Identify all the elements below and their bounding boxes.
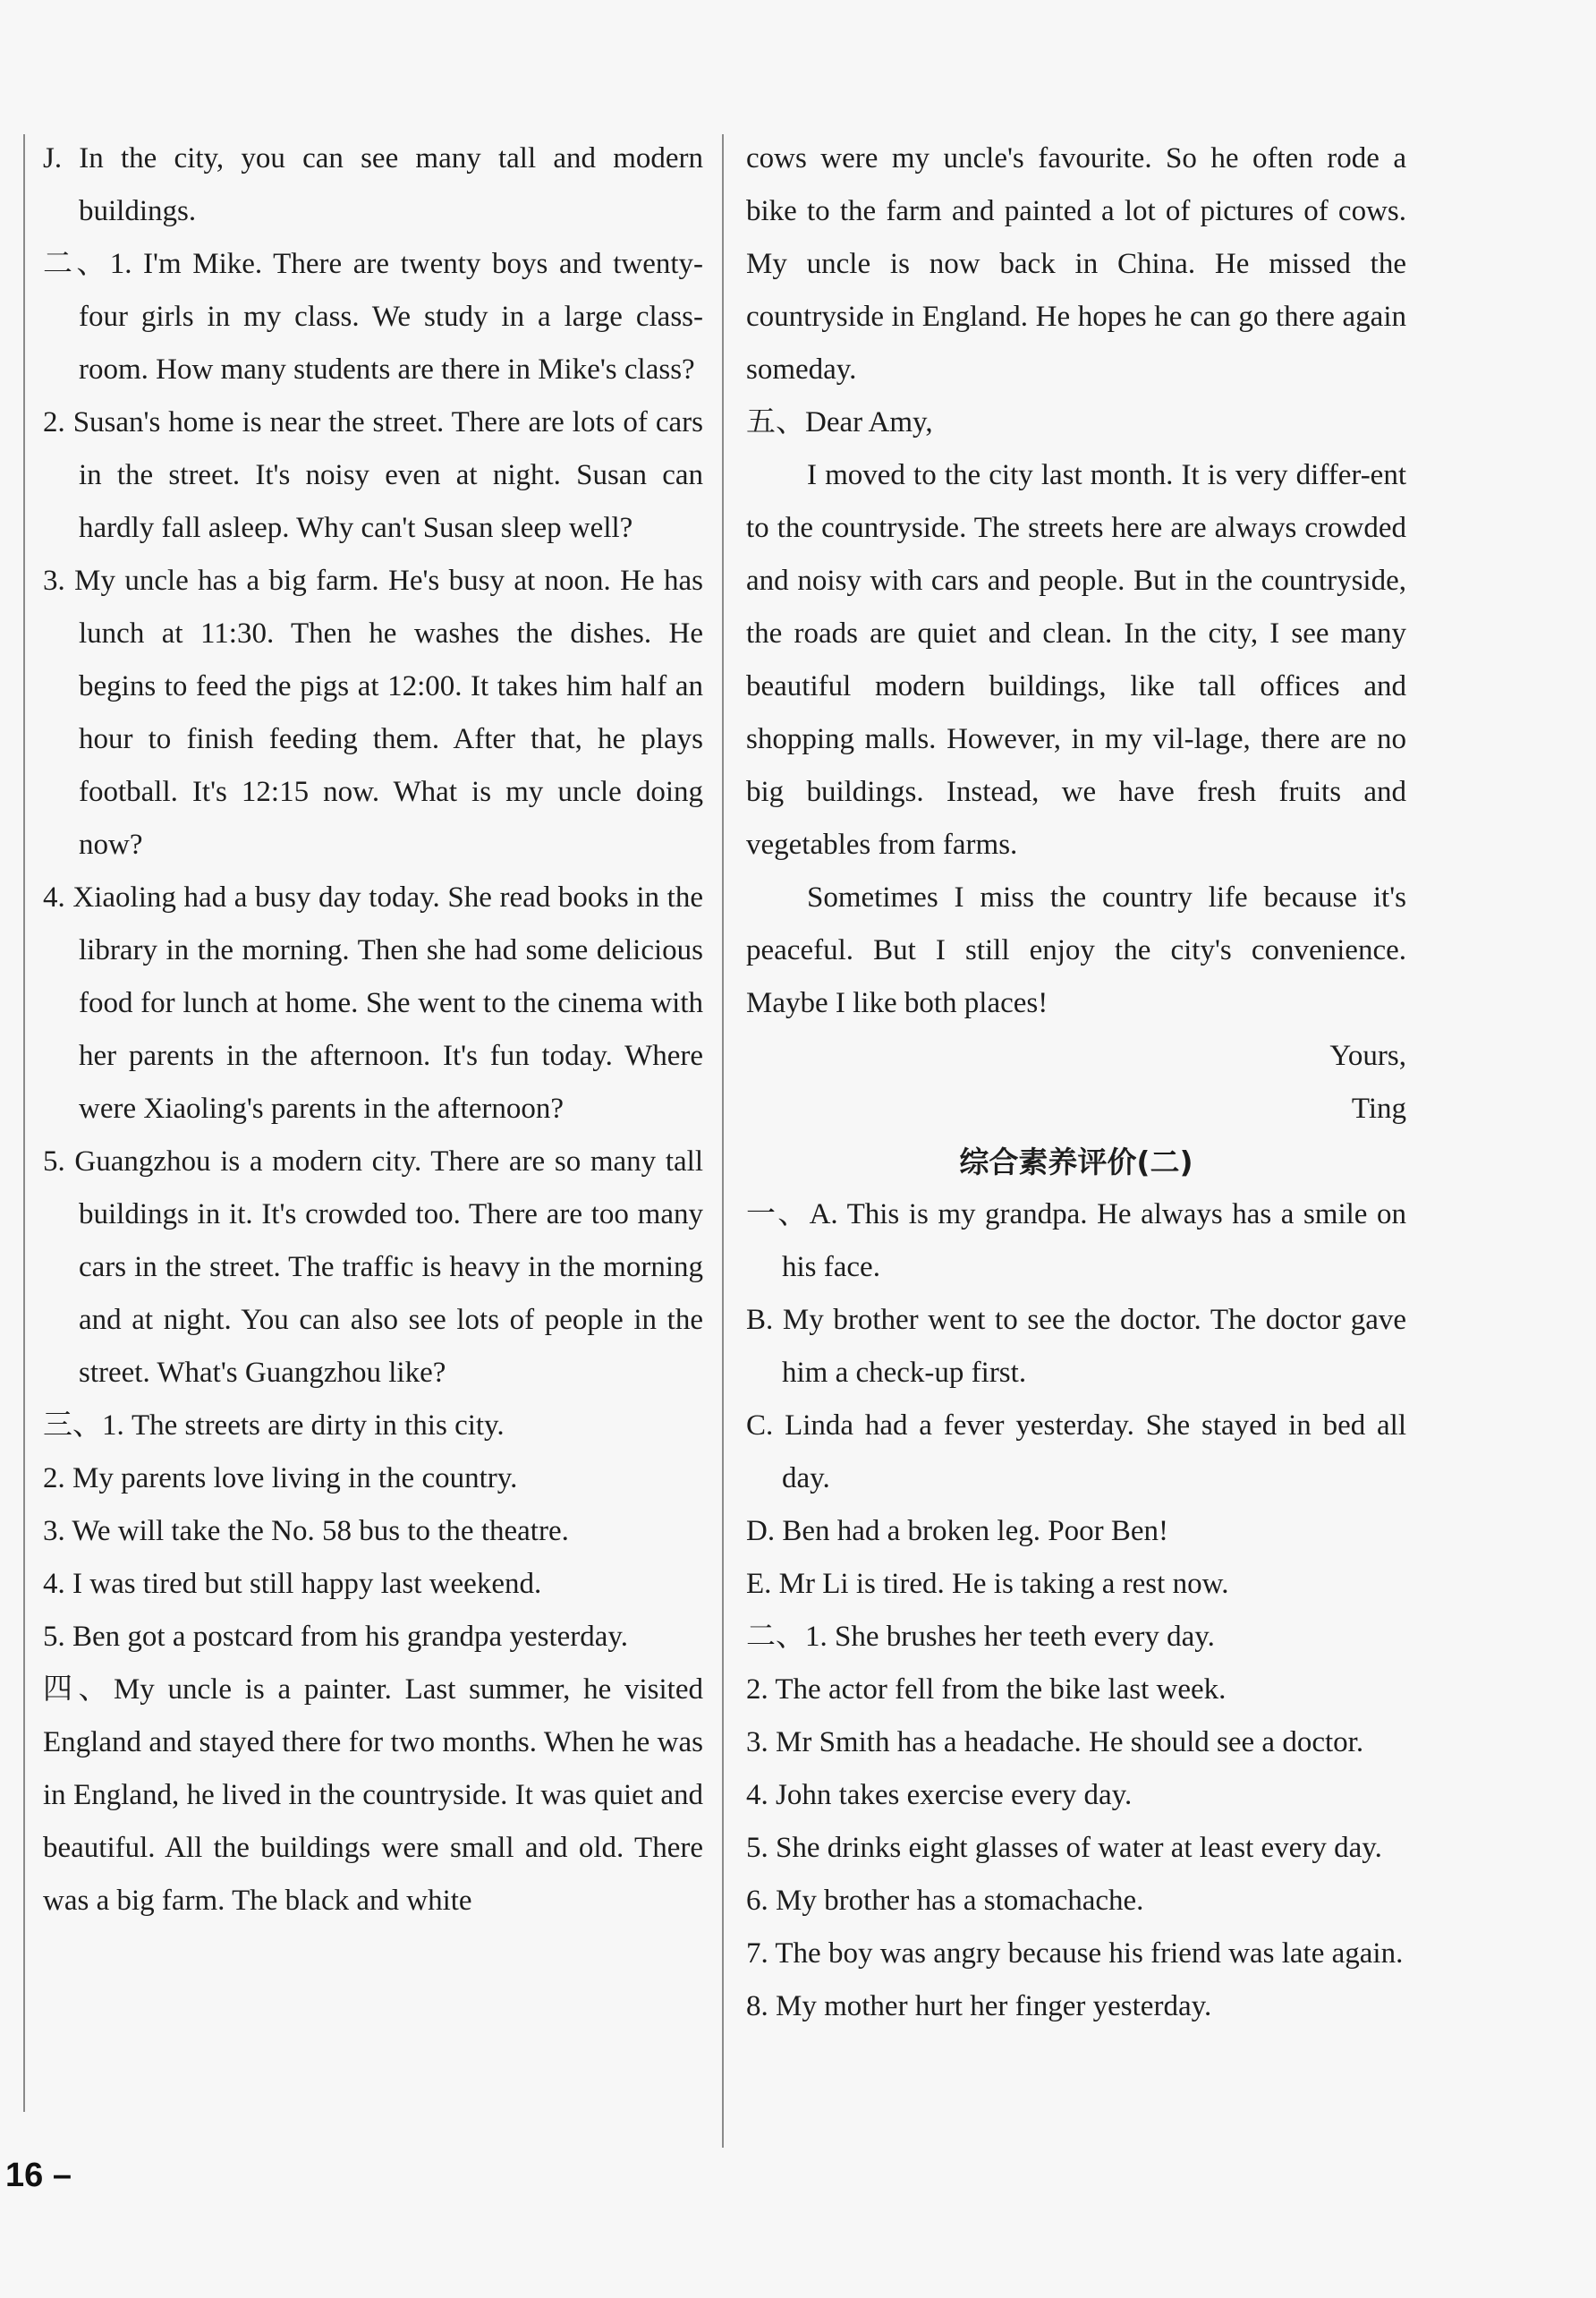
letter-closing: Yours, — [1329, 1040, 1406, 1072]
answer-item: B. My brother went to see the doctor. The doctor gave him a check-up first. — [746, 1304, 1406, 1389]
answer-item: J. In the city, you can see many tall and modern buildings. — [43, 142, 703, 227]
answer-item: 二、1. She brushes her teeth every day. — [746, 1621, 1215, 1653]
answer-item: C. Linda had a fever yesterday. She stayed in bed all day. — [746, 1409, 1406, 1494]
left-column — [43, 132, 703, 1928]
answer-item: 二、1. I'm Mike. There are twenty boys and twenty-four girls in my class. We study in a large class-room. How many students are there in Mike's class? — [43, 248, 703, 386]
answer-item: 5. She drinks eight glasses of water at least every day. — [746, 1832, 1382, 1864]
answer-item: 6. My brother has a stomachache. — [746, 1885, 1144, 1917]
right-column — [746, 132, 1406, 2033]
letter-paragraph: Sometimes I miss the country life because it's peaceful. But I still enjoy the city's convenience. Maybe I like both places! — [746, 881, 1406, 1019]
letter-greeting: 五、Dear Amy, — [746, 406, 933, 438]
left-margin-rule — [23, 134, 25, 2112]
answer-item: 5. Guangzhou is a modern city. There are so many tall buildings in it. It's crowded too. There are too many cars in the street. The traffic is heavy in the morning and at night. You can also see lots of people in the street. What's Guangzhou like? — [43, 1145, 703, 1389]
answer-item: 三、1. The streets are dirty in this city. — [43, 1409, 505, 1442]
answer-item: 8. My mother hurt her finger yesterday. — [746, 1990, 1212, 2022]
answer-item: 2. My parents love living in the country. — [43, 1462, 518, 1494]
answer-item: D. Ben had a broken leg. Poor Ben! — [746, 1515, 1168, 1547]
answer-item: E. Mr Li is tired. He is taking a rest now. — [746, 1568, 1229, 1600]
answer-item: 一、A. This is my grandpa. He always has a smile on his face. — [746, 1198, 1406, 1283]
answer-item: 3. My uncle has a big farm. He's busy at noon. He has lunch at 11:30. Then he washes the dishes. He begins to feed the pigs at 12:00. It takes him half an hour to finish feeding them. After that, he plays football. It's 12:15 now. What is my uncle doing now? — [43, 565, 703, 861]
answer-item: 4. I was tired but still happy last weekend. — [43, 1568, 542, 1600]
answer-item: 2. Susan's home is near the street. There are lots of cars in the street. It's noisy even at night. Susan can hardly fall asleep. Why can't Susan sleep well? — [43, 406, 703, 544]
page-number: 16 – — [5, 2157, 72, 2194]
answer-item: 4. John takes exercise every day. — [746, 1779, 1133, 1811]
answer-item: 2. The actor fell from the bike last week. — [746, 1673, 1227, 1706]
passage-paragraph: 四、My uncle is a painter. Last summer, he visited England and stayed there for two months. When he was in England, he lived in the countryside. It was quiet and beautiful. All the buildings were small and old. There was a big farm. The black and white — [43, 1673, 703, 1917]
answer-item: 4. Xiaoling had a busy day today. She read books in the library in the morning. Then she had some delicious food for lunch at home. She went to the cinema with her parents in the afternoon. It's fun today. Where were Xiaoling's parents in the afternoon? — [43, 881, 703, 1125]
letter-paragraph: I moved to the city last month. It is very differ-ent to the countryside. The streets here are always crowded and noisy with cars and people. But in the countryside, the roads are quiet and clean. In the city, I see many beautiful modern buildings, like tall offices and shopping malls. However, in my vil-lage, there are no big buildings. Instead, we have fresh fruits and vegetables from farms. — [746, 459, 1406, 861]
column-divider — [722, 134, 724, 2148]
section-heading: 综合素养评价(二) — [959, 1145, 1193, 1179]
answer-item: 5. Ben got a postcard from his grandpa yesterday. — [43, 1621, 629, 1653]
passage-continuation: cows were my uncle's favourite. So he often rode a bike to the farm and painted a lot of pictures of cows. My uncle is now back in China. He missed the countryside in England. He hopes he can go there again someday. — [746, 142, 1406, 386]
answer-item: 3. Mr Smith has a headache. He should see a doctor. — [746, 1726, 1364, 1758]
letter-signature: Ting — [1351, 1093, 1406, 1125]
answer-item: 3. We will take the No. 58 bus to the theatre. — [43, 1515, 569, 1547]
answer-item: 7. The boy was angry because his friend was late again. — [746, 1937, 1404, 1970]
